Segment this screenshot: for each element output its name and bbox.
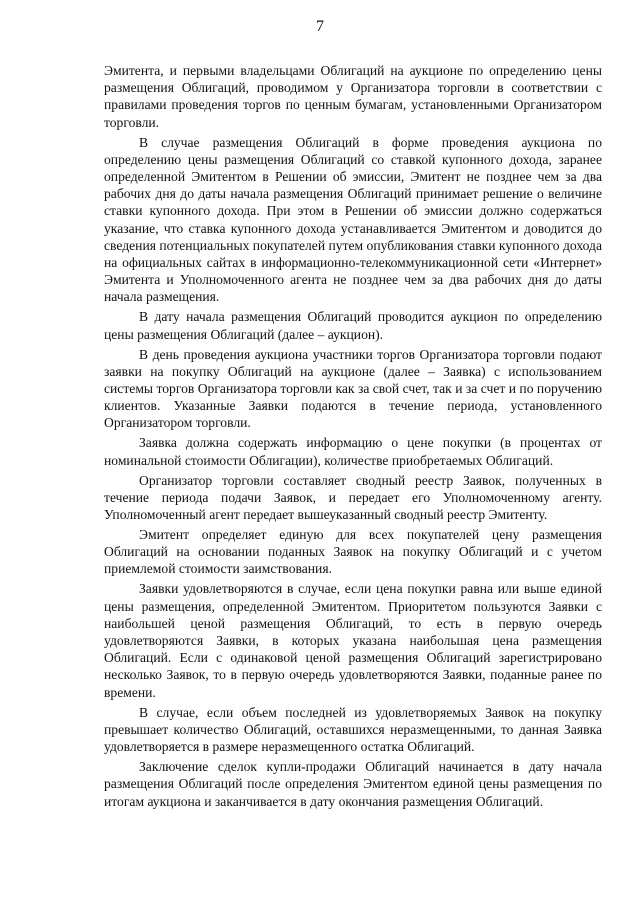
- paragraph: В случае, если объем последней из удовлетворяемых Заявок на покупку превышает количество Облигаций, оставшихся неразмещенными, то данная Заявка удовлетворяется в размере неразмещенного остатка Облигаций.: [104, 704, 602, 755]
- paragraph: Заключение сделок купли-продажи Облигаций начинается в дату начала размещения Облигаций после определения Эмитентом единой цены размещения по итогам аукциона и заканчивается в дату окончания размещения Облигаций.: [104, 759, 602, 809]
- paragraph: В день проведения аукциона участники торгов Организатора торговли подают заявки на покупку Облигаций на аукционе (далее – Заявка) с использованием системы торгов Организатора торговли как за свой счет, так и за счет и по поручению клиентов. Указанные Заявки подаются в течение периода, установленного Организатором торговли.: [104, 346, 602, 431]
- paragraph: В дату начала размещения Облигаций проводится аукцион по определению цены размещения Облигаций (далее – аукцион).: [104, 309, 602, 342]
- page-number: 7: [316, 18, 324, 35]
- paragraph: Заявка должна содержать информацию о цене покупки (в процентах от номинальной стоимости Облигации), количестве приобретаемых Облигаций.: [104, 435, 602, 468]
- document-body: [104, 62, 602, 813]
- paragraph: Эмитент определяет единую для всех покупателей цену размещения Облигаций на основании поданных Заявок на покупку Облигаций и с учетом приемлемой стоимости заимствования.: [104, 527, 602, 577]
- paragraph-continuation: Эмитента, и первыми владельцами Облигаций на аукционе по определению цены размещения Облигаций, проводимом у Организатора торговли в соответствии с правилами проведения торгов по ценным бумагам, установленными Организатором торговли.: [104, 63, 602, 130]
- paragraph: Заявки удовлетворяются в случае, если цена покупки равна или выше единой цены размещения, определенной Эмитентом. Приоритетом пользуются Заявки с наибольшей ценой размещения Облигаций, то есть в первую очередь удовлетворяются Заявки, в которых указана наибольшая цена размещения Облигаций. Если с одинаковой ценой размещения Облигаций зарегистрировано несколько Заявок, то в первую очередь удовлетворяются Заявки, поданные ранее по времени.: [104, 581, 602, 700]
- paragraph: В случае размещения Облигаций в форме проведения аукциона по определению цены размещения Облигаций со ставкой купонного дохода, заранее определенной Эмитентом в Решении об эмиссии, Эмитент не позднее чем за два рабочих дня до даты начала размещения Облигаций принимает решение о величине ставки купонного дохода. При этом в Решении об эмиссии должно содержаться указание, что ставка купонного дохода устанавливается Эмитентом и доводится до сведения потенциальных покупателей путем опубликования ставки купонного дохода на официальных сайтах в информационно-телекоммуникационной сети «Интернет» Эмитента и Уполномоченного агента не позднее чем за два рабочих дня до даты начала размещения.: [104, 134, 603, 305]
- paragraph: Организатор торговли составляет сводный реестр Заявок, полученных в течение периода подачи Заявок, и передает его Уполномоченному агенту. Уполномоченный агент передает вышеуказанный сводный реестр Эмитенту.: [104, 472, 602, 523]
